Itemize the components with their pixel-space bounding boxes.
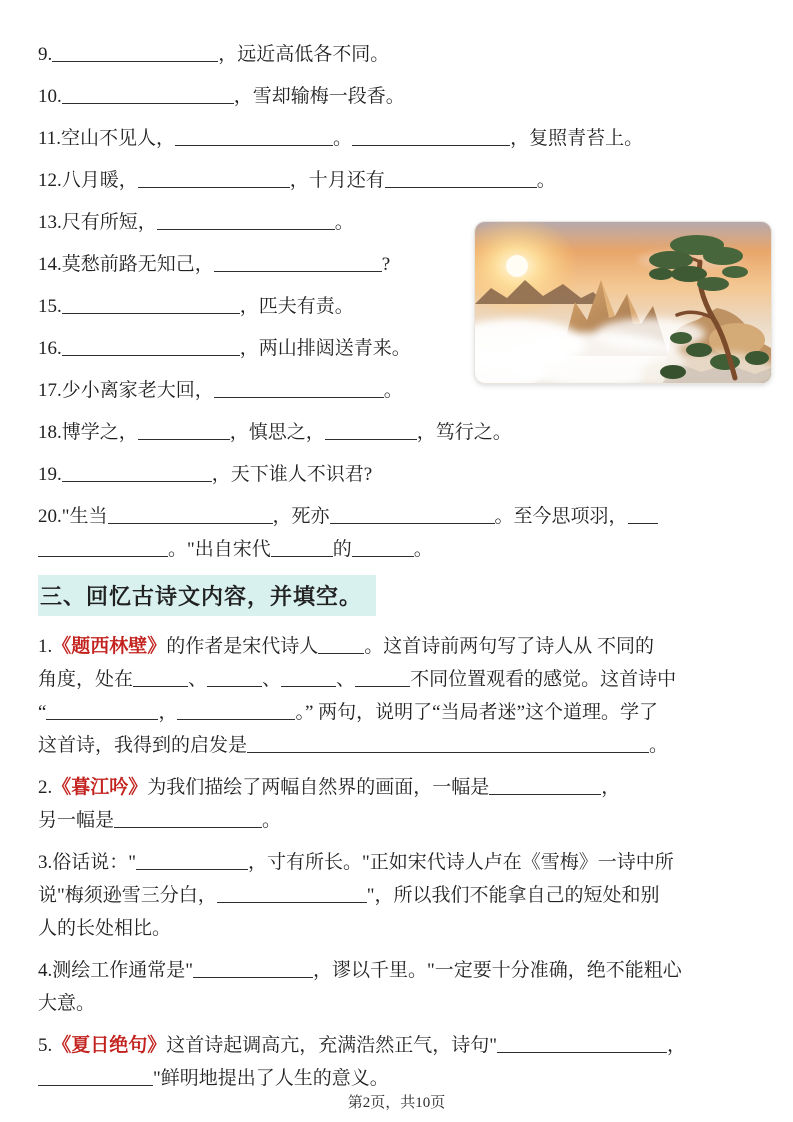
text-run: ， (667, 1035, 687, 1056)
question-4 (38, 954, 757, 1020)
answer-blank (247, 750, 649, 753)
answer-blank (214, 395, 384, 398)
page-footer: 第2页，共10页 (347, 1095, 446, 1111)
poem-title: 《暮江吟》 (52, 777, 148, 798)
answer-blank (385, 185, 537, 188)
text-run: ，笃行之。 (416, 422, 512, 443)
text-line (38, 416, 757, 449)
text-run: 角度，处在 (38, 669, 134, 690)
answer-blank (138, 437, 230, 440)
answer-blank (138, 185, 290, 188)
text-run: 11.空山不见人， (38, 128, 176, 149)
question-1 (38, 630, 757, 762)
question-2 (38, 771, 757, 837)
text-line (38, 80, 757, 113)
text-line (38, 500, 757, 533)
answer-blank (217, 900, 367, 903)
text-run: 。 (383, 380, 403, 401)
poem-title: 《题西林壁》 (52, 636, 167, 657)
text-run: 17.少小离家老大回， (38, 380, 214, 401)
text-run: "鲜明地提出了人生的意义。 (153, 1068, 389, 1089)
answer-blank (114, 825, 262, 828)
text-run: 19. (38, 464, 62, 485)
section-three-header (38, 575, 757, 616)
answer-blank (330, 521, 495, 524)
text-line (38, 846, 757, 879)
mountain-sunrise-illustration (475, 222, 771, 383)
answer-blank (46, 717, 158, 720)
text-run: ，两山排闼送青来。 (239, 338, 411, 359)
question-3 (38, 846, 757, 945)
answer-blank (352, 554, 414, 557)
answer-blank (352, 143, 510, 146)
text-run: “ (38, 702, 47, 723)
answer-blank (62, 101, 234, 104)
text-line (38, 38, 757, 71)
question-12 (38, 164, 757, 197)
text-line (38, 729, 757, 762)
answer-blank (62, 353, 240, 356)
answer-blank (175, 143, 333, 146)
answer-blank (108, 521, 273, 524)
text-run: 13.尺有所短， (38, 212, 157, 233)
text-run: ， (601, 777, 621, 798)
text-run: 。 (536, 170, 556, 191)
text-run: ，远近高低各不同。 (218, 44, 390, 65)
text-run: 12.八月暖， (38, 170, 138, 191)
answer-blank (62, 311, 240, 314)
text-run: 10. (38, 86, 62, 107)
answer-blank (318, 651, 364, 654)
text-run: 。 (413, 539, 433, 560)
answer-blank (193, 975, 313, 978)
text-run: ，寸有所长。"正如宋代诗人卢在《雪梅》一诗中所 (248, 852, 674, 873)
text-run: ，慎思之， (229, 422, 325, 443)
text-run: 、 (188, 669, 208, 690)
question-9 (38, 38, 757, 71)
text-run: 4.测绘工作通常是" (38, 960, 194, 981)
text-run: 18.博学之， (38, 422, 138, 443)
text-run: 这首诗，我得到的启发是 (38, 735, 248, 756)
text-line (38, 630, 757, 663)
text-run: 。 (333, 128, 353, 149)
text-run: ，谬以千里。"一定要十分准确，绝不能粗心 (313, 960, 682, 981)
answer-blank (177, 717, 295, 720)
text-run: 、 (336, 669, 356, 690)
answer-blank (628, 521, 658, 524)
answer-blank (489, 792, 601, 795)
text-run: 。” 两句，说明了“当局者迷”这个道理。学了 (295, 702, 659, 723)
text-run: 。这首诗前两句写了诗人从 不同的 (364, 636, 655, 657)
answer-blank (38, 1083, 153, 1086)
text-run: 的作者是宋代诗人 (166, 636, 319, 657)
text-line (38, 954, 757, 987)
text-run: 说"梅须逊雪三分白， (38, 885, 217, 906)
text-run: ，匹夫有责。 (239, 296, 354, 317)
text-run: 。至今思项羽， (494, 506, 628, 527)
text-run: 16. (38, 338, 62, 359)
text-line (38, 1029, 757, 1062)
answer-blank (52, 59, 218, 62)
section-three-items (38, 630, 757, 1095)
text-run: ，死亦 (272, 506, 330, 527)
text-run: 9. (38, 44, 53, 65)
answer-blank (157, 227, 335, 230)
text-run: 。"出自宋代 (168, 539, 271, 560)
answer-blank (497, 1050, 667, 1053)
answer-blank (281, 684, 336, 687)
text-run: 5. (38, 1035, 53, 1056)
text-run: ，雪却输梅一段香。 (233, 86, 405, 107)
text-run: ? (381, 254, 391, 275)
text-run: 。 (649, 735, 669, 756)
text-run: 大意。 (38, 993, 96, 1014)
text-line (38, 912, 757, 945)
section-three-title: 三、回忆古诗文内容，并填空。 (38, 575, 376, 616)
poem-title: 《夏日绝句》 (52, 1035, 167, 1056)
text-run: 1. (38, 636, 53, 657)
mountain-sunrise-photo (475, 222, 771, 383)
answer-blank (271, 554, 333, 557)
text-line (38, 804, 757, 837)
text-run: 15. (38, 296, 62, 317)
text-line (38, 533, 757, 566)
text-run: 20."生当 (38, 506, 108, 527)
question-11 (38, 122, 757, 155)
answer-blank (355, 684, 410, 687)
text-line (38, 987, 757, 1020)
text-run: 不同位置观看的感觉。这首诗中 (410, 669, 677, 690)
text-line (38, 458, 757, 491)
text-run: "，所以我们不能拿自己的短处和别 (366, 885, 660, 906)
text-line (38, 879, 757, 912)
text-run: ，复照青苔上。 (510, 128, 644, 149)
question-10 (38, 80, 757, 113)
answer-blank (62, 479, 212, 482)
text-run: 人的长处相比。 (38, 918, 172, 939)
text-run: 另一幅是 (38, 810, 115, 831)
answer-blank (136, 867, 248, 870)
text-run: 3.俗话说：" (38, 852, 137, 873)
text-run: 。 (334, 212, 354, 233)
answer-blank (38, 554, 168, 557)
text-line (38, 122, 757, 155)
text-run: ， (158, 702, 178, 723)
text-run: ，天下谁人不识君? (211, 464, 373, 485)
text-line (38, 771, 757, 804)
question-5 (38, 1029, 757, 1095)
text-run: 的 (332, 539, 352, 560)
text-run: 为我们描绘了两幅自然界的画面，一幅是 (147, 777, 490, 798)
answer-blank (207, 684, 262, 687)
question-18 (38, 416, 757, 449)
text-run: ，十月还有 (289, 170, 385, 191)
question-20 (38, 500, 757, 566)
question-19 (38, 458, 757, 491)
text-run: 。 (262, 810, 282, 831)
text-run: 2. (38, 777, 53, 798)
text-run: 14.莫愁前路无知己， (38, 254, 214, 275)
answer-blank (214, 269, 382, 272)
text-run: 、 (262, 669, 282, 690)
answer-blank (133, 684, 188, 687)
text-line (38, 164, 757, 197)
text-run: 这首诗起调高亢，充满浩然正气，诗句" (166, 1035, 498, 1056)
text-line (38, 696, 757, 729)
answer-blank (325, 437, 417, 440)
text-line (38, 663, 757, 696)
